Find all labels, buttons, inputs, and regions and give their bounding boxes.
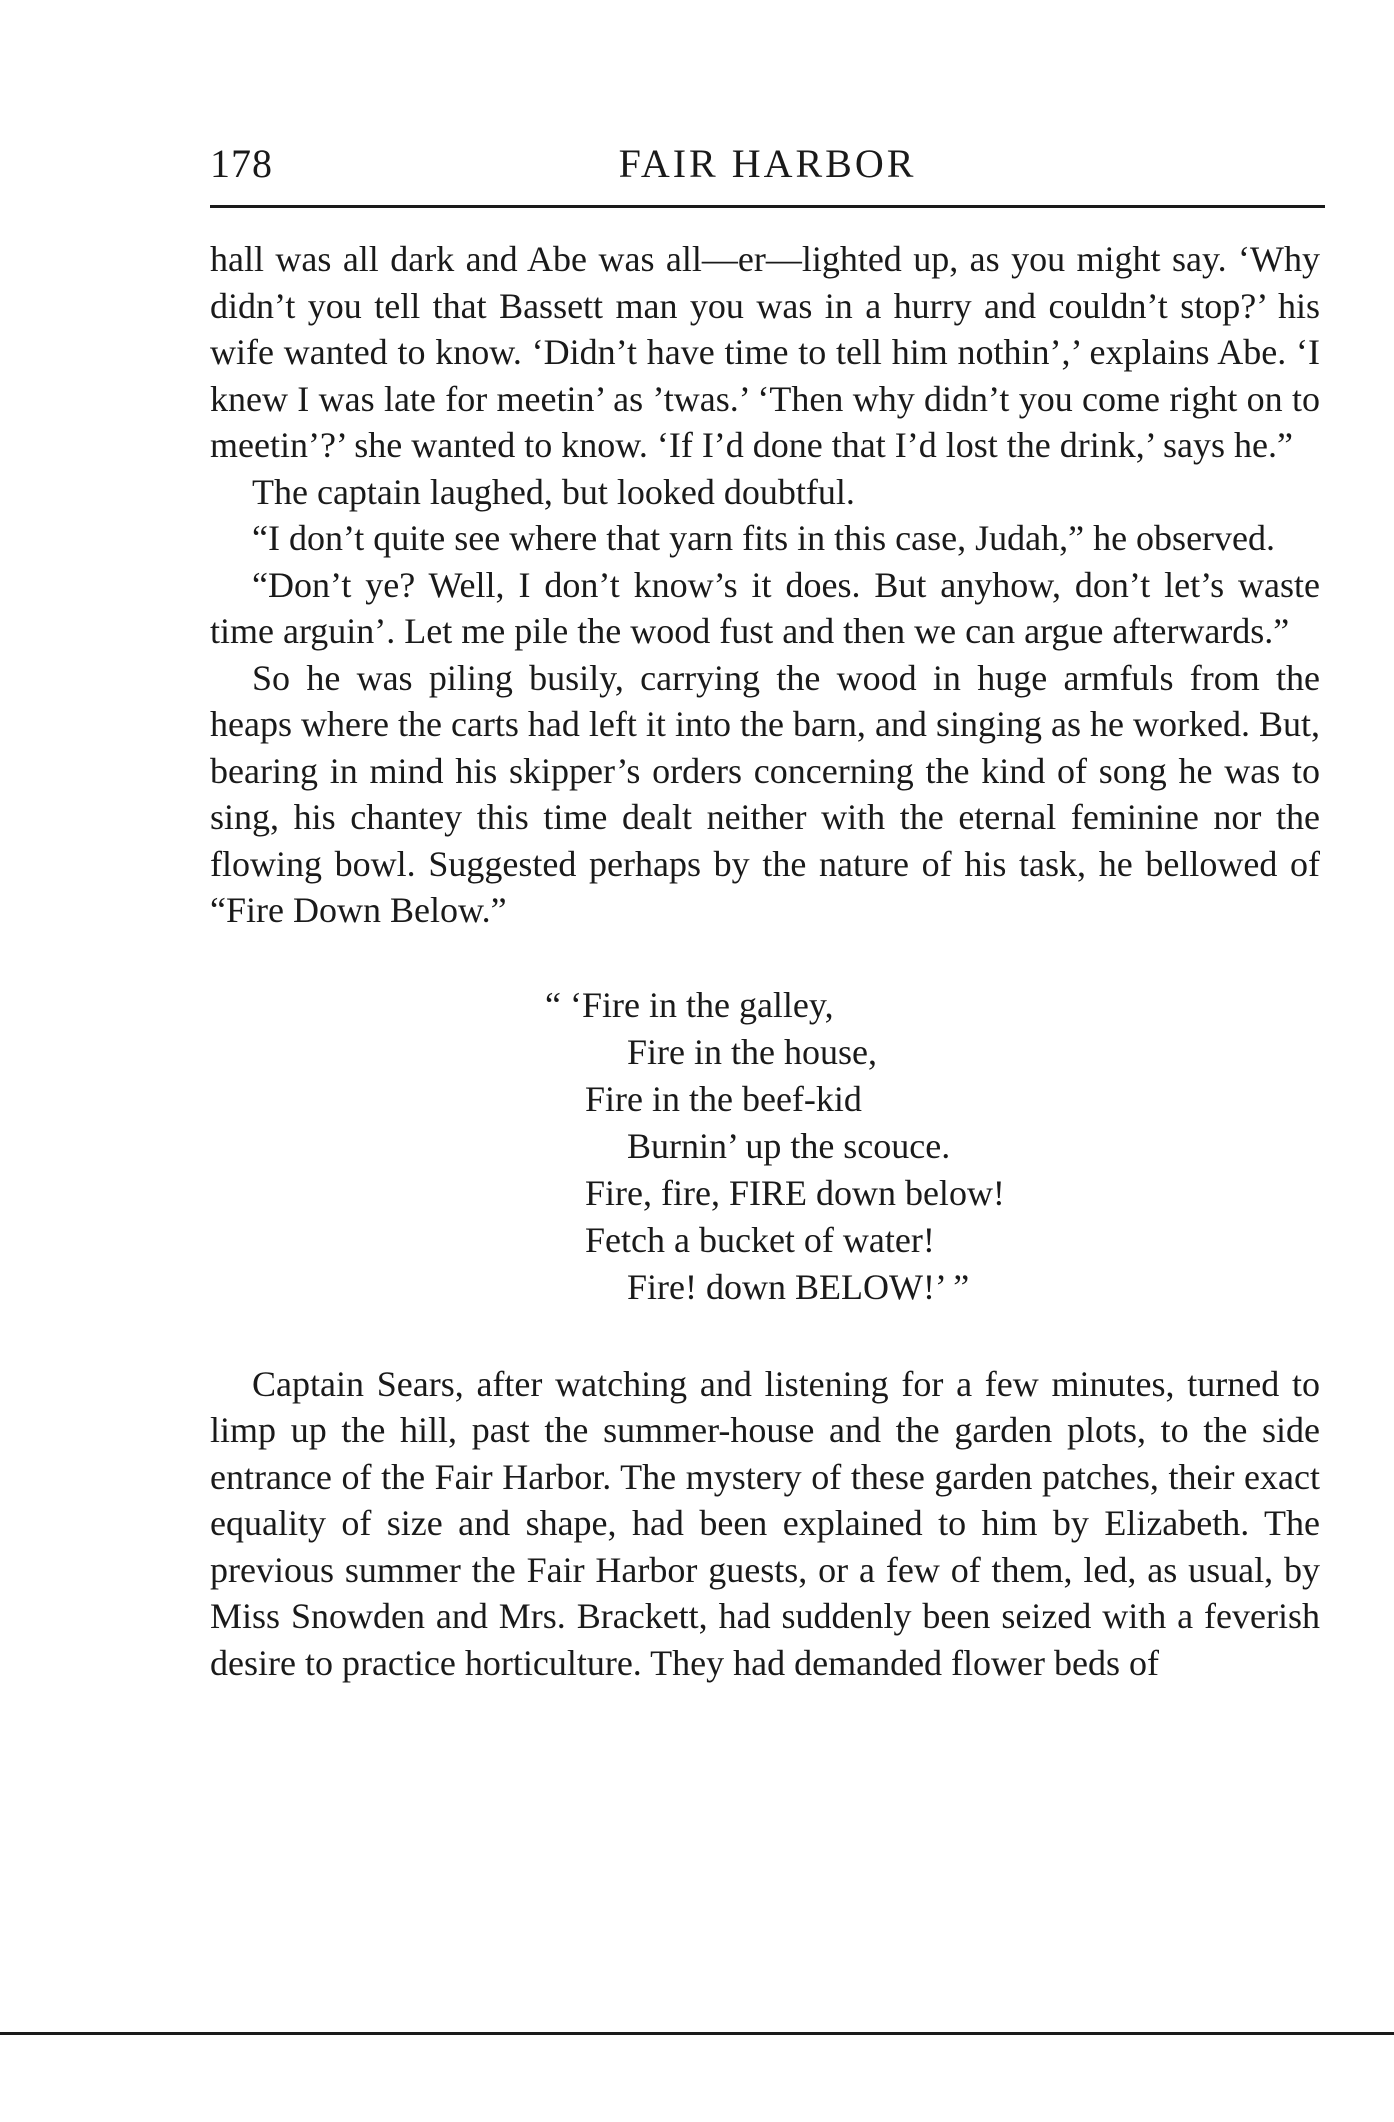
paragraph: “I don’t quite see where that yarn fits in this case, Judah,” he observed. bbox=[252, 518, 1276, 558]
verse-line: Fetch a bucket of water! bbox=[585, 1219, 935, 1260]
page-header bbox=[210, 140, 1325, 200]
page-bottom-edge bbox=[0, 2032, 1394, 2035]
verse-line: Fire in the beef-kid bbox=[585, 1078, 862, 1119]
paragraph: hall was all dark and Abe was all—er—lighted up, as you might say. ‘Why didn’t you tell that Bassett man you was in a hurry and couldn’t stop?’ his wife wanted to know. ‘Didn’t have time to tell him nothin’,’ explains Abe. ‘I knew I was late for meetin’ as ’twas.’ ‘Then why didn’t you come right on to meetin’?’ she wanted to know. ‘If I’d done that I’d lost the drink,’ says he.” bbox=[210, 239, 1320, 465]
paragraph: The captain laughed, but looked doubtful. bbox=[252, 471, 855, 512]
verse-line: Fire! down BELOW!’ ” bbox=[627, 1266, 970, 1307]
body-text bbox=[210, 236, 1320, 1686]
verse-line: Burnin’ up the scouce. bbox=[627, 1125, 951, 1166]
verse-block bbox=[210, 982, 1320, 1311]
verse-line: “ ‘Fire in the galley, bbox=[545, 984, 834, 1025]
running-head: FAIR HARBOR bbox=[618, 141, 917, 186]
paragraph: “Don’t ye? Well, I don’t know’s it does. But anyhow, don’t let’s waste time arguin’. Let me pile the wood fust and then we can argue afterwards.” bbox=[210, 564, 1320, 651]
page-number: 178 bbox=[210, 141, 273, 186]
paragraph: So he was piling busily, carrying the wood in huge armfuls from the heaps where the carts had left it into the barn, and singing as he worked. But, bearing in mind his skipper’s orders concerning the kind of song he was to sing, his chantey this time dealt neither with the eternal feminine nor the flowing bowl. Suggested perhaps by the nature of his task, he bellowed of “Fire Down Below.” bbox=[210, 657, 1320, 930]
paragraph: Captain Sears, after watching and listening for a few minutes, turned to limp up the hill, past the summer-house and the garden plots, to the side entrance of the Fair Harbor. The mystery of these garden patches, their exact equality of size and shape, had been explained to him by Elizabeth. The previous summer the Fair Harbor guests, or a few of them, led, as usual, by Miss Snowden and Mrs. Brackett, had suddenly been seized with a feverish desire to practice horticulture. They had demanded flower beds of bbox=[210, 1363, 1320, 1683]
verse-line: Fire in the house, bbox=[627, 1031, 877, 1072]
header-rule bbox=[210, 205, 1325, 208]
verse-line: Fire, fire, FIRE down below! bbox=[585, 1172, 1005, 1213]
